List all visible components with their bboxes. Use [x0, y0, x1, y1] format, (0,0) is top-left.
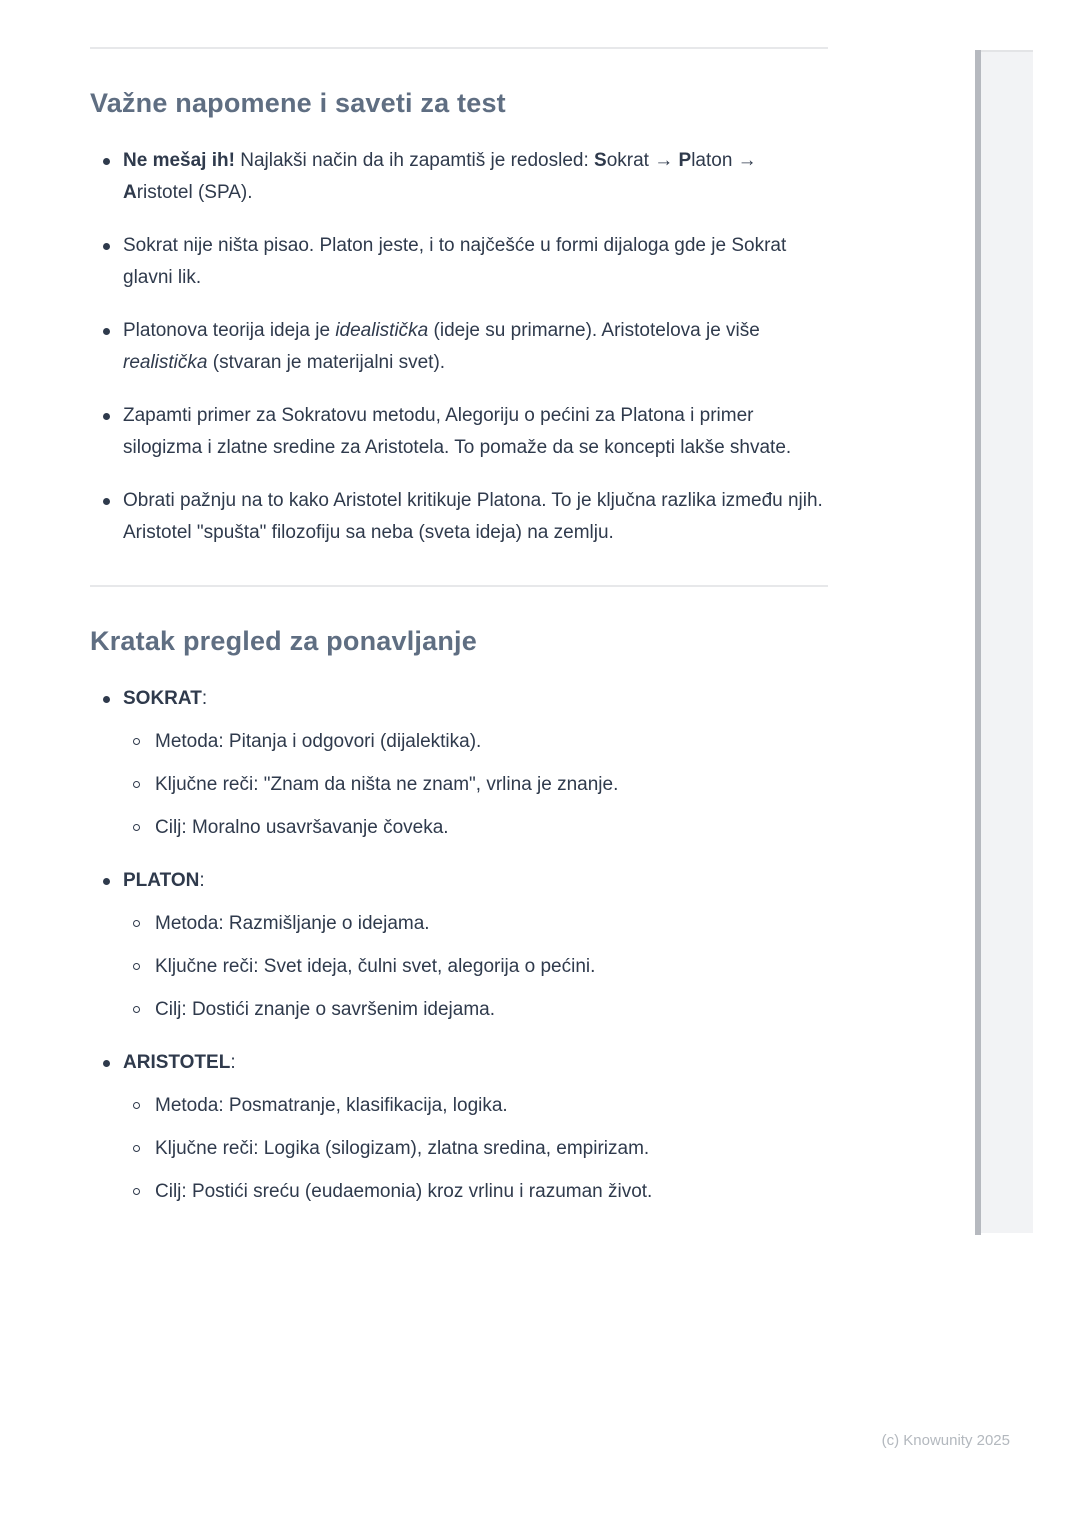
sublist-item [123, 1176, 828, 1208]
copyright-text: (c) Knowunity 2025 [881, 1432, 1010, 1449]
circle-bullet-icon [133, 920, 140, 927]
list-item-text: Ne mešaj ih! Najlakši način da ih zapamtiš je redosled: Sokrat → Platon → Aristotel (SPA). [123, 150, 757, 203]
section-title-review: Kratak pregled za ponavljanje [90, 626, 477, 656]
list-item-text: Obrati pažnju na to kako Aristotel kritikuje Platona. To je ključna razlika između njih. Aristotel "spušta" filozofiju sa neba (sveta ideja) na zemlju. [123, 490, 823, 543]
bullet-icon [103, 413, 110, 420]
section-divider [90, 585, 828, 587]
list-item-sokrat [90, 683, 828, 844]
list-item-text: SOKRAT: [123, 688, 208, 709]
list-item-text: PLATON: [123, 870, 205, 891]
circle-bullet-icon [133, 963, 140, 970]
section-title-notes: Važne napomene i saveti za test [90, 88, 506, 118]
section-divider [90, 47, 828, 49]
circle-bullet-icon [133, 1188, 140, 1195]
list-item [90, 400, 828, 464]
list-item [90, 145, 828, 209]
sublist-item [123, 951, 828, 983]
sublist-item-text: Metoda: Pitanja i odgovori (dijalektika). [155, 731, 482, 752]
list-item [90, 315, 828, 379]
sublist-sokrat [123, 726, 828, 844]
circle-bullet-icon [133, 1006, 140, 1013]
sublist-item [123, 994, 828, 1026]
sublist-item-text: Cilj: Moralno usavršavanje čoveka. [155, 817, 449, 838]
circle-bullet-icon [133, 738, 140, 745]
sublist-item-text: Cilj: Postići sreću (eudaemonia) kroz vrlinu i razuman život. [155, 1181, 653, 1202]
bullet-icon [103, 158, 110, 165]
list-item [90, 230, 828, 294]
sublist-item [123, 726, 828, 758]
bullet-icon [103, 328, 110, 335]
circle-bullet-icon [133, 1145, 140, 1152]
sublist-item-text: Metoda: Posmatranje, klasifikacija, logika. [155, 1095, 508, 1116]
list-item-text: Zapamti primer za Sokratovu metodu, Alegoriju o pećini za Platona i primer silogizma i zlatne sredine za Aristotela. To pomaže da se koncepti lakše shvate. [123, 405, 792, 458]
sublist-item [123, 908, 828, 940]
list-item-text: ARISTOTEL: [123, 1052, 236, 1073]
sublist-item-text: Ključne reči: Svet ideja, čulni svet, alegorija o pećini. [155, 956, 596, 977]
sublist-item [123, 812, 828, 844]
list-item-text: Sokrat nije ništa pisao. Platon jeste, i to najčešće u formi dijaloga gde je Sokrat glavni lik. [123, 235, 787, 288]
list-item-aristotel [90, 1047, 828, 1208]
sublist-item [123, 1133, 828, 1165]
bullet-icon [103, 1060, 110, 1067]
bullet-icon [103, 498, 110, 505]
scrollbar-thumb[interactable] [975, 50, 981, 1235]
circle-bullet-icon [133, 781, 140, 788]
circle-bullet-icon [133, 824, 140, 831]
circle-bullet-icon [133, 1102, 140, 1109]
list-item-text: Platonova teorija ideja je idealistička (ideje su primarne). Aristotelova je više realistička (stvaran je materijalni svet). [123, 320, 760, 373]
sublist-item [123, 1090, 828, 1122]
bullet-icon [103, 696, 110, 703]
bullet-icon [103, 878, 110, 885]
notes-list [90, 145, 828, 549]
document-content [90, 0, 828, 1208]
review-list [90, 683, 828, 1208]
sublist-item [123, 769, 828, 801]
bullet-icon [103, 243, 110, 250]
sublist-aristotel [123, 1090, 828, 1208]
list-item-platon [90, 865, 828, 1026]
sublist-item-text: Ključne reči: Logika (silogizam), zlatna sredina, empirizam. [155, 1138, 650, 1159]
list-item [90, 485, 828, 549]
sublist-item-text: Metoda: Razmišljanje o idejama. [155, 913, 430, 934]
sublist-platon [123, 908, 828, 1026]
sublist-item-text: Ključne reči: "Znam da ništa ne znam", vrlina je znanje. [155, 774, 619, 795]
scrollbar-track[interactable] [975, 50, 1033, 1233]
sublist-item-text: Cilj: Dostići znanje o savršenim idejama. [155, 999, 496, 1020]
